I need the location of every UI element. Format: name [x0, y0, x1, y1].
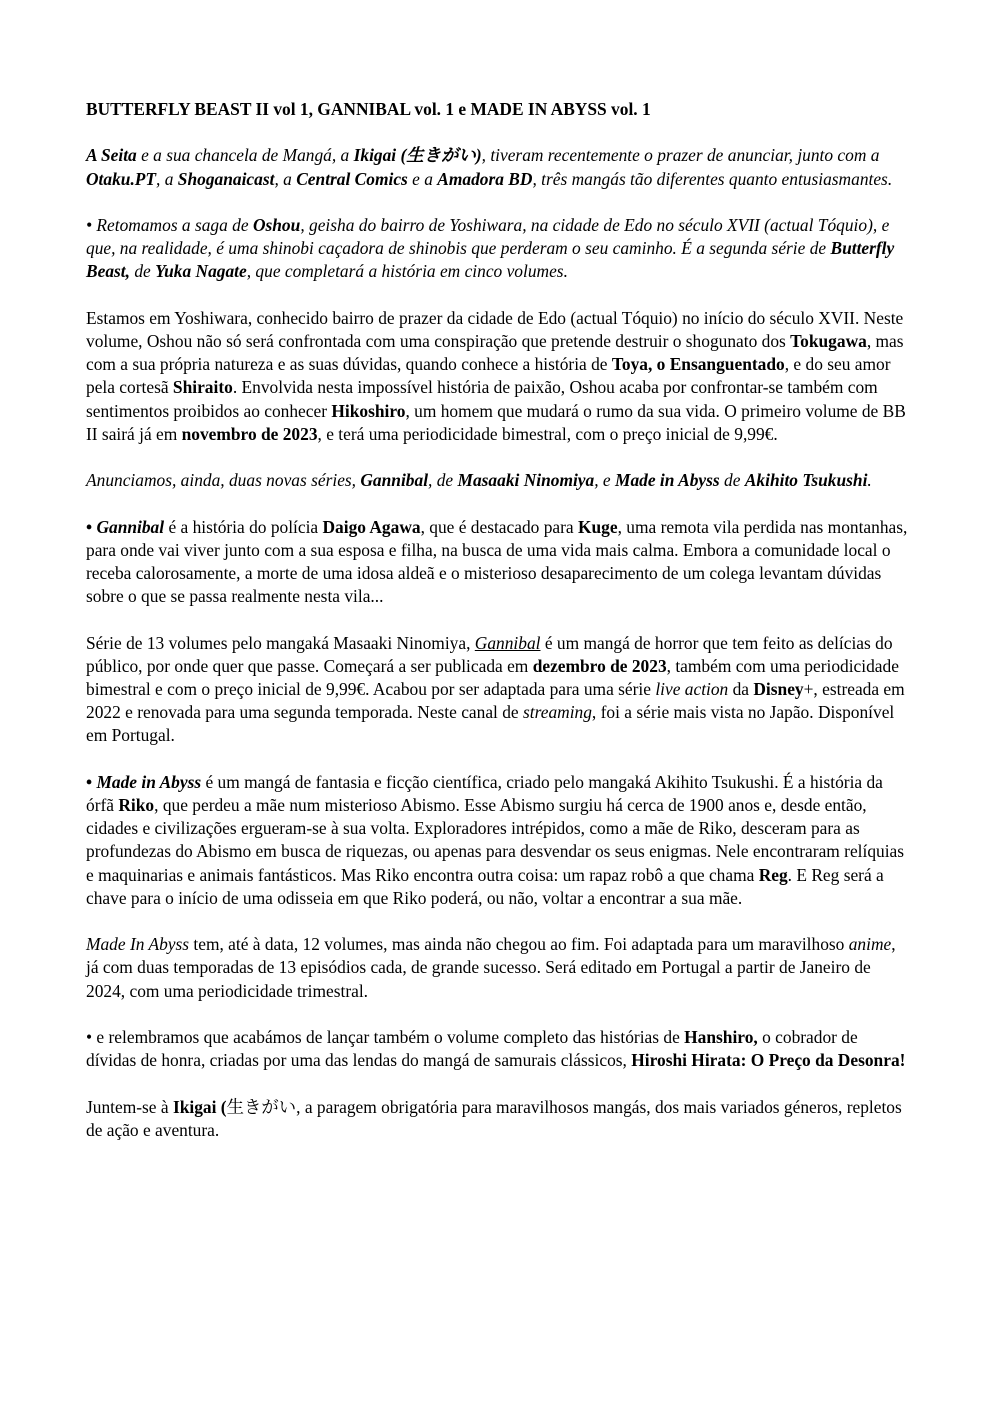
text-run: é um mangá de horror que tem feito as delícias do público, por onde quer que passe. Começará a ser publicada em	[86, 632, 893, 676]
text-run: Reg	[758, 864, 788, 885]
text-run: • Retomamos a saga de	[86, 214, 253, 235]
text-run: Daigo Agawa	[322, 516, 421, 537]
text-run: , geisha do bairro de Yoshiwara, na cidade de Edo no século XVII (actual Tóquio), e que, na realidade, é uma shinobi caçadora de shinobis que perderam o seu caminho. É a segunda série de	[86, 214, 890, 259]
text-run: anime	[848, 934, 892, 955]
text-run: +, estreada em 2022 e renovada para uma segunda temporada. Neste canal de	[86, 678, 905, 723]
text-run: e a	[407, 168, 438, 189]
text-run: , que completará a história em cinco volumes.	[246, 261, 568, 282]
text-run: Riko	[118, 794, 155, 815]
text-run: Central Comics	[296, 168, 408, 189]
text-run: Made in Abyss	[615, 470, 720, 491]
text-run: 生きがい	[226, 1096, 297, 1117]
text-run: ,	[296, 1096, 301, 1117]
text-run: Made in Abyss	[96, 771, 202, 792]
text-run: •	[86, 771, 97, 792]
text-run: •	[86, 516, 97, 537]
text-run: , e terá uma periodicidade bimestral, com o preço inicial de 9,99€.	[317, 423, 778, 444]
text-run: streaming	[523, 702, 592, 723]
text-run: , já com duas temporadas de 13 episódios cada, de grande sucesso. Será editado em Portugal a partir de Janeiro de 2024, com uma periodicidade trimestral.	[86, 934, 896, 1001]
text-run: A Seita	[86, 145, 137, 166]
text-run: Disney	[753, 678, 804, 699]
text-run: , tiveram recentemente o prazer de anunciar, junto com a	[481, 145, 880, 166]
text-run: Anunciamos, ainda, duas novas séries,	[86, 470, 361, 491]
text-run: Tokugawa	[790, 330, 867, 351]
text-run: Hanshiro,	[684, 1026, 758, 1047]
text-run: Akihito Tsukushi	[744, 470, 868, 491]
text-run: • e relembramos que acabámos de lançar também o volume completo das histórias de	[86, 1026, 685, 1047]
text-run: é a história do polícia	[164, 516, 323, 537]
text-run: Ikigai (	[172, 1096, 227, 1117]
text-run: tem, até à data, 12 volumes, mas ainda não chegou ao fim. Foi adaptada para um maravilhoso	[189, 934, 849, 955]
closing-paragraph	[86, 1096, 910, 1142]
text-run: Otaku.PT	[86, 168, 157, 189]
yoshiwara-paragraph	[86, 307, 910, 446]
text-run: Toya, o Ensanguentado	[611, 354, 785, 375]
text-run: live action	[655, 678, 729, 699]
text-run: , uma remota vila perdida nas montanhas, para onde vai viver junto com a sua esposa e filha, na busca de uma vida mais calma. Embora a comunidade local o receba calorosamente, a morte de uma idosa aldeã e o misterioso desaparecimento de um colega levantam dúvidas sobre o que se passa realmente nesta vila...	[86, 516, 908, 607]
text-run: , e	[594, 470, 615, 491]
text-run: . E Reg será a chave para o início de uma odisseia em que Riko poderá, ou não, voltar a encontrar a sua mãe.	[86, 864, 884, 908]
text-run: .	[867, 470, 872, 491]
text-run: . Envolvida nesta impossível história de paixão, Oshou acaba por confrontar-se também com sentimentos proibidos ao conhecer	[86, 377, 878, 421]
text-run: o cobrador de dívidas de honra, criadas por uma das lendas do mangá de samurais clássicos,	[86, 1026, 858, 1071]
text-run: da	[728, 678, 754, 699]
text-run: Série de 13 volumes pelo mangaká Masaaki Ninomiya,	[86, 632, 475, 653]
gannibal-paragraph	[86, 516, 910, 609]
made-in-abyss-anime-paragraph	[86, 933, 910, 1003]
text-run: , que é destacado para	[420, 516, 578, 537]
article-title: BUTTERFLY BEAST II vol 1, GANNIBAL vol. 1 e MADE IN ABYSS vol. 1	[86, 99, 651, 119]
text-run: Gannibal	[360, 470, 429, 491]
intro-paragraph	[86, 144, 910, 190]
text-run: Hikoshiro	[331, 400, 406, 421]
text-run: Masaaki Ninomiya	[457, 470, 595, 491]
text-run: , a	[274, 168, 297, 189]
text-run: Oshou	[252, 214, 301, 235]
gannibal-series-paragraph	[86, 632, 910, 748]
text-run: novembro de 2023	[181, 423, 318, 444]
text-run: Made In Abyss	[86, 934, 190, 955]
text-run: , que perdeu a mãe num misterioso Abismo. Esse Abismo surgiu há cerca de 1900 anos e, desde então, cidades e civilizações ergueram-se à sua volta. Exploradores intrépidos, como a mãe de Riko, desceram para as profundezas do Abismo em busca de riquezas, ou apenas para desvendar os seus enigmas. Nele encontraram relíquias e maquinarias e animais fantásticos. Mas Riko encontra outra coisa: um rapaz robô a que chama	[86, 794, 905, 885]
text-run: Hiroshi Hirata: O Preço da Desonra!	[631, 1050, 906, 1071]
text-run: , três mangás tão diferentes quanto entusiasmantes.	[532, 168, 893, 189]
text-run: , e do seu amor pela cortesã	[86, 354, 891, 398]
text-run: , foi a série mais vista no Japão. Disponível em Portugal.	[86, 702, 895, 746]
hanshiro-paragraph	[86, 1026, 910, 1072]
text-run: Shiraito	[172, 377, 233, 398]
made-in-abyss-paragraph	[86, 771, 910, 910]
text-run: Gannibal	[474, 632, 541, 653]
text-run: Gannibal	[96, 516, 165, 537]
text-run: e a sua chancela de Mangá, a	[136, 145, 354, 166]
text-run: Butterfly Beast,	[86, 238, 895, 282]
text-run: de	[129, 261, 156, 282]
text-run: a paragem obrigatória para maravilhosos mangás, dos mais variados géneros, repletos de ação e aventura.	[86, 1096, 902, 1140]
new-series-paragraph	[86, 469, 910, 492]
text-run: , um homem que mudará o rumo da sua vida. O primeiro volume de BB II sairá já em	[86, 400, 906, 444]
text-run: , também com uma periodicidade bimestral e com o preço inicial de 9,99€. Acabou por ser adaptada para uma série	[86, 655, 899, 699]
text-run: Juntem-se à	[86, 1096, 173, 1117]
text-run: de	[719, 470, 745, 491]
text-run: Yuka Nagate	[155, 261, 247, 282]
butterfly-beast-paragraph	[86, 214, 910, 284]
text-run: Kuge	[577, 516, 618, 537]
text-run: , de	[428, 470, 458, 491]
text-run: Estamos em Yoshiwara, conhecido bairro de prazer da cidade de Edo (actual Tóquio) no início do século XVII. Neste volume, Oshou não só será confrontada com uma conspiração que pretende destruir o shogunato dos	[86, 307, 904, 351]
text-run: é um mangá de fantasia e ficção científica, criado pelo mangaká Akihito Tsukushi. É a história da órfã	[86, 771, 883, 815]
text-run: Shoganaicast	[177, 168, 275, 189]
document-page	[86, 98, 910, 1165]
text-run: Amadora BD	[437, 168, 533, 189]
text-run: dezembro de 2023	[532, 655, 667, 676]
text-run: , mas com a sua própria natureza e as suas dúvidas, quando conhece a história de	[86, 330, 904, 375]
text-run: Ikigai (生きがい)	[353, 145, 482, 166]
text-run: , a	[156, 168, 178, 189]
